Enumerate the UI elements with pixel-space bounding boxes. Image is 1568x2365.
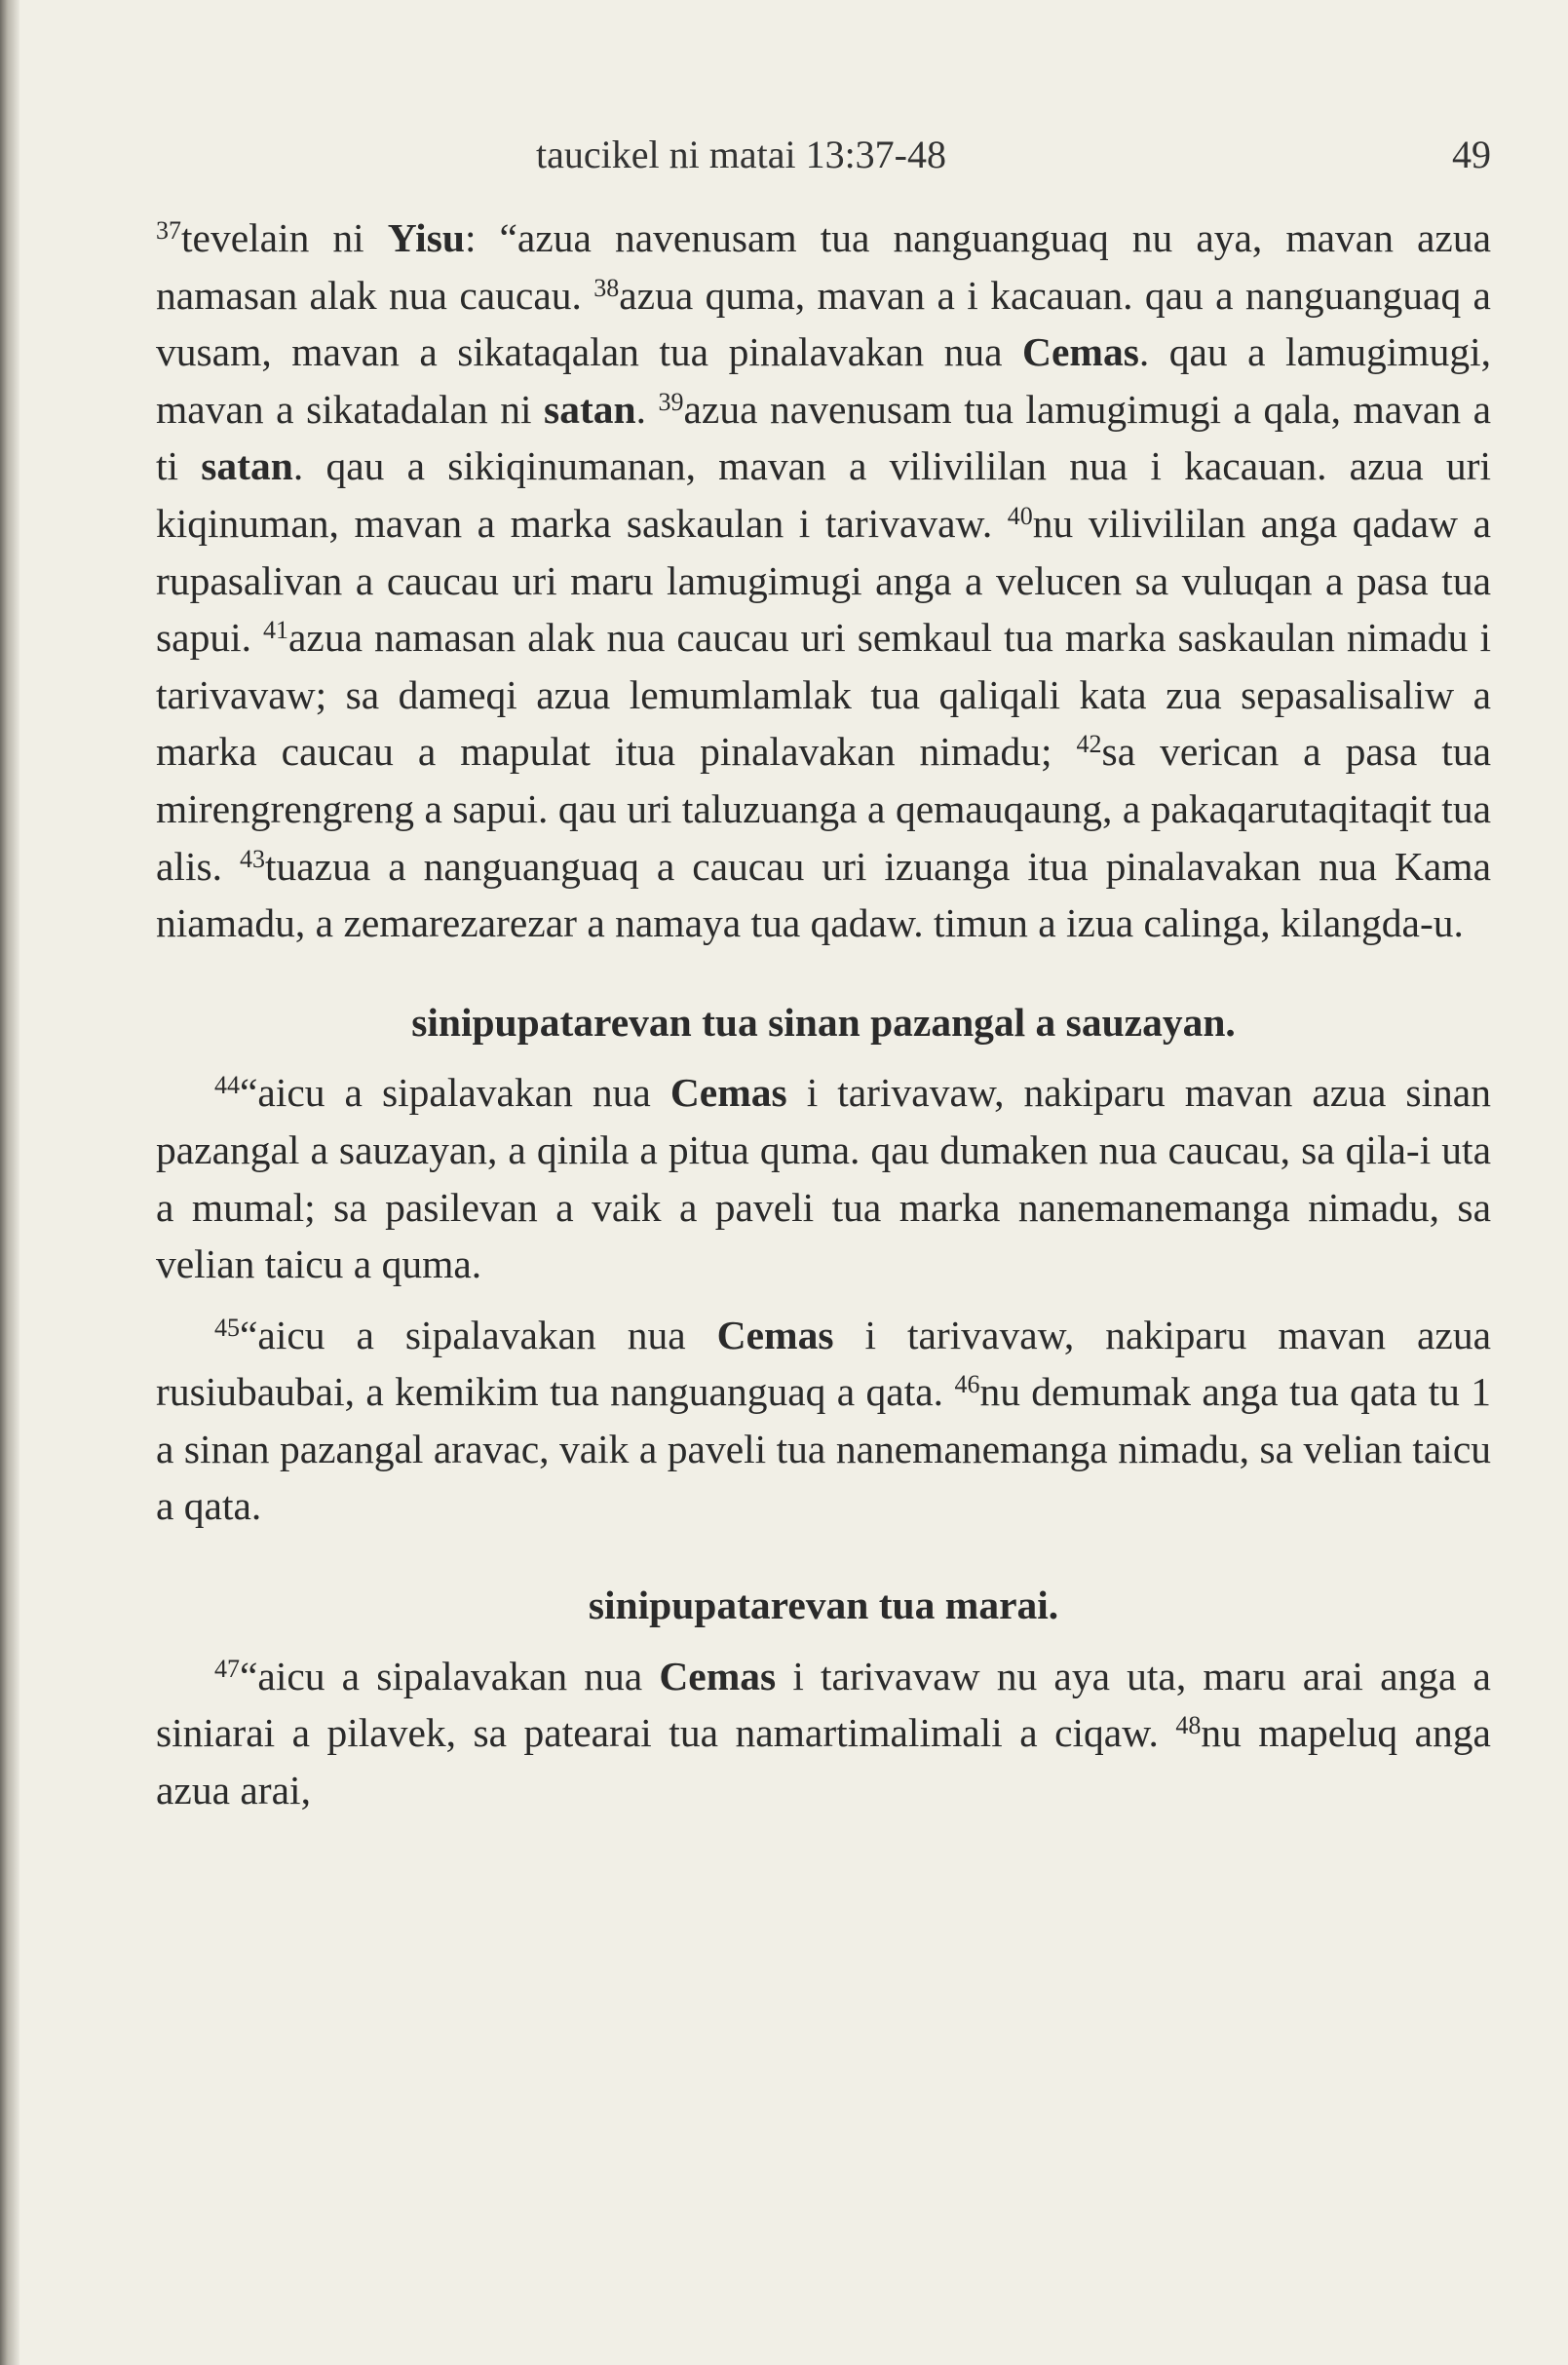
bold-term: Cemas [669,1070,787,1116]
text-run: . qau a sikiqinumanan, mavan a vilivililan nua i kacauan. azua uri kiqinuman, mavan a marka saskaulan i tarivavaw. [156,443,1491,546]
verse-number: 38 [593,273,620,302]
text-run: azua navenusam tua lamugimugi a qala, mavan a ti [156,386,1492,489]
verse-number: 40 [1007,501,1033,530]
text-run: : “azua navenusam tua nanguanguaq nu aya, mavan azua namasan alak nua caucau. [156,215,1491,318]
text-run: nu mapeluq anga azua arai, [156,1710,1491,1812]
text-run: sa verican a pasa tua mirengrengreng a sapui. qau uri taluzuanga a qemauqaung, a pakaqarutaqitaqit tua alis. [156,729,1491,889]
paragraph [156,1307,1491,1535]
text-run: tevelain ni [181,215,388,260]
running-head [156,132,1491,190]
bold-term: Cemas [659,1653,777,1698]
text-run: nu vilivililan anga qadaw a rupasalivan a caucau uri maru lamugimugi anga a velucen sa vuluqan a pasa tua sapui. [156,500,1491,661]
paragraph-gap [156,1293,1491,1307]
text-run: tuazua a nanguanguaq a caucau uri izuanga itua pinalavakan nua Kama niamadu, a zemarezarezar a namaya tua qadaw. timun a izua calinga, kilangda-u. [156,843,1491,946]
text-run: nu demumak anga tua qata tu 1 a sinan pazangal aravac, vaik a paveli tua nanemanemanga nimadu, sa velian taicu a qata. [156,1369,1492,1529]
text-run: azua namasan alak nua caucau uri semkaul tua marka saskaulan nimadu i tarivavaw; sa dameqi azua lemumlamlak tua qaliqali kata zua sepasalisaliw a marka caucau a mapulat itua pinalavakan nimadu; [156,615,1491,775]
verse-number: 44 [214,1071,240,1100]
verse-number: 46 [954,1370,980,1399]
bold-term: satan [544,386,636,432]
bold-term: Yisu [387,215,465,260]
bold-term: Cemas [716,1312,834,1357]
text-run: i tarivavaw, nakiparu mavan azua sinan pazangal a sauzayan, a qinila a pitua quma. qau dumaken nua caucau, sa qila-i uta a mumal; sa pasilevan a vaik a paveli tua marka nanemanemanga nimadu, sa velian taicu a quma. [156,1070,1491,1287]
chapter-reference: taucikel ni matai 13:37-48 [536,133,946,176]
verse-number: 47 [214,1654,240,1683]
section-heading: sinipupatarevan tua marai. [588,1583,1059,1628]
verse-number: 43 [239,844,265,873]
text-run: “aicu a sipalavakan nua [240,1312,717,1357]
text-run: “aicu a sipalavakan nua [240,1653,660,1698]
section-heading: sinipupatarevan tua sinan pazangal a sauzayan. [411,999,1236,1045]
text-run: . [635,386,659,432]
verse-number: 41 [263,616,289,645]
verse-number: 37 [156,216,181,245]
text-run: “aicu a sipalavakan nua [240,1070,670,1116]
page-number: 49 [1452,133,1491,176]
paragraph [156,210,1491,952]
text-run: . qau a lamugimugi, mavan a sikatadalan ni [156,329,1491,432]
text-run: azua quma, mavan a i kacauan. qau a nanguanguaq a vusam, mavan a sikataqalan tua pinalavakan nua [156,272,1491,375]
bold-term: satan [201,443,293,489]
text-run: i tarivavaw, nakiparu mavan azua rusiubaubai, a kemikim tua nanguanguaq a qata. [156,1312,1491,1415]
verse-number: 45 [214,1313,240,1342]
page-spine-shadow [0,0,19,2365]
verse-number: 42 [1076,730,1102,759]
verse-number: 39 [658,387,684,416]
text-run: i tarivavaw nu aya uta, maru arai anga a siniarai a pilavek, sa patearai tua namartimalimali a ciqaw. [156,1653,1491,1756]
paragraph [156,1064,1491,1292]
bold-term: Cemas [1021,329,1139,375]
body-text [156,210,1491,1818]
paragraph [156,1648,1491,1819]
verse-number: 48 [1175,1711,1202,1740]
